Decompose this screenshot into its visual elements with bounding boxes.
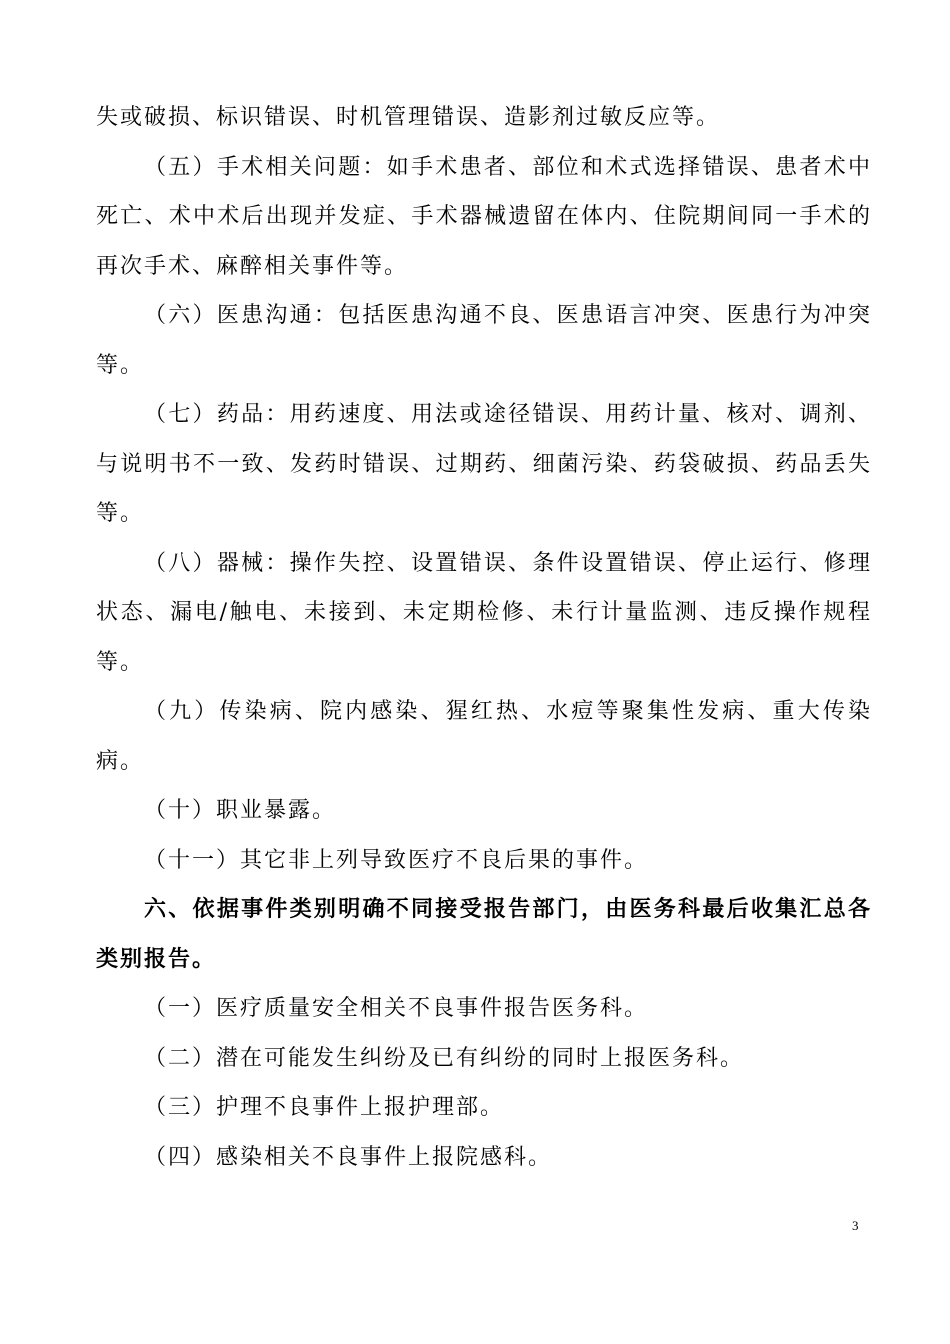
section-heading: 六、依据事件类别明确不同接受报告部门，由医务科最后收集汇总各类别报告。: [96, 896, 872, 972]
page-number: 3: [852, 1218, 859, 1233]
paragraph: （九）传染病、院内感染、猩红热、水痘等聚集性发病、重大传染病。: [96, 699, 872, 774]
paragraph: （一）医疗质量安全相关不良事件报告医务科。: [144, 996, 649, 1021]
paragraph: （十）职业暴露。: [144, 798, 337, 823]
paragraph: （二）潜在可能发生纠纷及已有纠纷的同时上报医务科。: [144, 1045, 745, 1071]
paragraph: （三）护理不良事件上报护理部。: [144, 1095, 505, 1120]
paragraph: （八）器械：操作失控、设置错误、条件设置错误、停止运行、修理状态、漏电/触电、未接到、未定期检修、未行计量监测、违反操作规程等。: [96, 550, 872, 675]
paragraph: （五）手术相关问题：如手术患者、部位和术式选择错误、患者术中死亡、术中术后出现并发症、手术器械遗留在体内、住院期间同一手术的再次手术、麻醉相关事件等。: [96, 154, 872, 279]
paragraph: （十一）其它非上列导致医疗不良后果的事件。: [144, 847, 649, 873]
document-body: [96, 93, 872, 1182]
paragraph: （六）医患沟通：包括医患沟通不良、医患语言冲突、医患行为冲突等。: [96, 303, 872, 378]
paragraph: 失或破损、标识错误、时机管理错误、造影剂过敏反应等。: [96, 105, 721, 130]
paragraph: （四）感染相关不良事件上报院感科。: [144, 1144, 553, 1170]
paragraph: （七）药品：用药速度、用法或途径错误、用药计量、核对、调剂、与说明书不一致、发药时错误、过期药、细菌污染、药袋破损、药品丢失等。: [96, 402, 872, 526]
